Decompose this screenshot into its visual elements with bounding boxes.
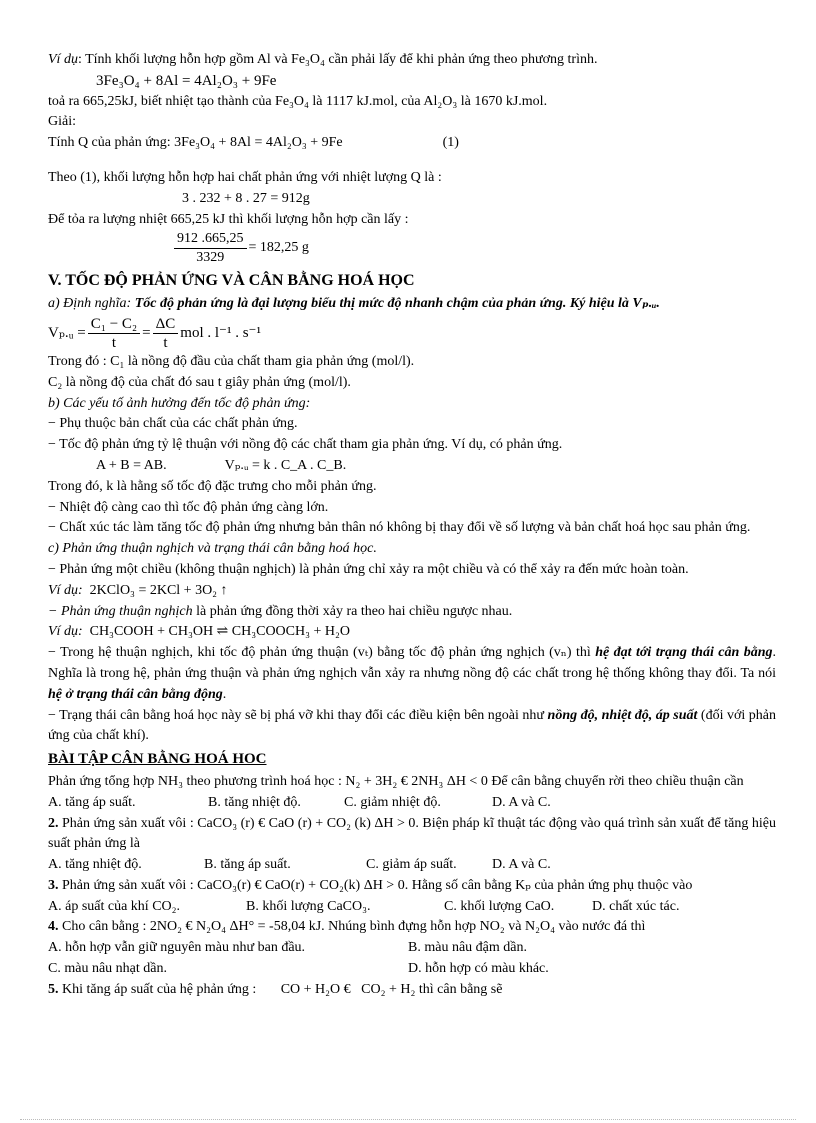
factor-3: Trong đó, k là hằng số tốc độ đặc trưng cho mỗi phản ứng. bbox=[48, 478, 377, 494]
question-2: 2. Phản ứng sản xuất vôi : CaCO₃ (r) € CaO (r) + CO₂ (k) ΔH > 0. Biện pháp kĩ thuật tác động vào quá trình sản xuất để tăng hiệu suất phản ứng là bbox=[48, 815, 776, 852]
definition: a) Định nghĩa: Tốc độ phản ứng là đại lượng biểu thị mức độ nhanh chậm của phản ứng. Ký hiệu là Vₚ.ᵤ. bbox=[48, 296, 660, 312]
reversible-example: Ví dụ: CH₃COOH + CH₃OH ⇌ CH₃COOCH₃ + H₂O bbox=[48, 624, 350, 640]
factors-title: b) Các yếu tố ảnh hưởng đến tốc độ phản ứng: bbox=[48, 395, 311, 411]
option: A. tăng áp suất. bbox=[48, 794, 136, 810]
factor-2: − Tốc độ phản ứng tỷ lệ thuận với nồng độ các chất tham gia phản ứng. Ví dụ, có phản ứng. bbox=[48, 437, 563, 453]
question-5: 5. Khi tăng áp suất của hệ phản ứng : CO + H₂O € CO₂ + H₂ thì cân bằng sẽ bbox=[48, 981, 503, 997]
question-3-options bbox=[48, 897, 776, 918]
option: A. áp suất của khí CO₂. bbox=[48, 898, 181, 914]
eq-number: (1) bbox=[442, 135, 459, 151]
where-c2: C₂ là nồng độ của chất đó sau t giây phản ứng (mol/l). bbox=[48, 374, 351, 390]
factor-5: − Chất xúc tác làm tăng tốc độ phản ứng nhưng bản thân nó không bị thay đổi về số lượng và bản chất hoá học sau phản ứng. bbox=[48, 520, 751, 536]
example-intro: Ví dụ: Tính khối lượng hỗn hợp gồm Al và Fe₃O₄ cần phải lấy để khi phản ứng theo phương trình. bbox=[48, 52, 598, 67]
question-2-options bbox=[48, 855, 776, 876]
document-page bbox=[48, 50, 776, 1001]
oneway-example: Ví dụ: 2KClO₃ = 2KCl + 3O₂ ↑ bbox=[48, 582, 228, 598]
question-4: 4. Cho cân bằng : 2NO₂ € N₂O₄ ΔH° = -58,04 kJ. Nhúng bình đựng hỗn hợp NO₂ và N₂O₄ vào nước đá thì bbox=[48, 919, 646, 935]
heat-text: toả ra 665,25kJ, biết nhiệt tạo thành của Fe₃O₄ là 1117 kJ.mol, của Al₂O₃ là 1670 kJ.mol. bbox=[48, 93, 548, 109]
reversible-title: c) Phản ứng thuận nghịch và trạng thái cân bằng hoá học. bbox=[48, 541, 377, 557]
example-label: Ví dụ bbox=[48, 52, 78, 67]
factor-1: − Phụ thuộc bản chất của các chất phản ứng. bbox=[48, 416, 298, 432]
option: D. A và C. bbox=[492, 794, 551, 810]
option: C. giảm nhiệt độ. bbox=[344, 794, 441, 810]
section-title: V. TỐC ĐỘ PHẢN ỨNG VÀ CÂN BẰNG HOÁ HỌC bbox=[48, 272, 415, 290]
where-c1: Trong đó : C₁ là nồng độ đầu của chất tham gia phản ứng (mol/l). bbox=[48, 353, 415, 369]
need-text: Để tỏa ra lượng nhiệt 665,25 kJ thì khối lượng hỗn hợp cần lấy : bbox=[48, 211, 409, 227]
question-4-options-row2 bbox=[48, 959, 776, 980]
option: A. hỗn hợp vẫn giữ nguyên màu như ban đầu. bbox=[48, 940, 306, 956]
question-1-options bbox=[48, 793, 776, 814]
oneway-text: − Phản ứng một chiều (không thuận nghịch) là phản ứng chỉ xảy ra một chiều và có thể xảy ra đến mức hoàn toàn. bbox=[48, 561, 689, 577]
reversible-def: − Phản ứng thuận nghịch là phản ứng đồng thời xảy ra theo hai chiều ngược nhau. bbox=[48, 603, 513, 619]
option: D. chất xúc tác. bbox=[592, 898, 680, 914]
mass-text: Theo (1), khối lượng hỗn hợp hai chất phản ứng với nhiệt lượng Q là : bbox=[48, 169, 442, 185]
rate-formula: Vₚ.ᵤ = $\frac{\text{C₁ − C₂}}{t}$ = $\frac{\Delta C}{t}$ mol . l⁻¹ . s⁻¹ bbox=[48, 315, 261, 351]
equilibrium-break: − Trạng thái cân bằng hoá học này sẽ bị phá vỡ khi thay đổi các điều kiện bên ngoài như nồng độ, nhiệt độ, áp suất (đối với phản ứng của chất khí). bbox=[48, 707, 777, 744]
option: C. màu nâu nhạt dần. bbox=[48, 961, 167, 977]
option: C. khối lượng CaO. bbox=[444, 898, 555, 914]
mass-fraction: $\frac{912 .665,25}{3329}$ = 182,25 g bbox=[48, 230, 776, 267]
factor-2-eq: A + B = AB. Vₚ.ᵤ = k . C_A . C_B. bbox=[96, 457, 347, 473]
page-footer-rule bbox=[20, 1119, 796, 1120]
question-3: 3. Phản ứng sản xuất vôi : CaCO₃(r) € CaO(r) + CO₂(k) ΔH > 0. Hằng số cân bằng Kₚ của phản ứng phụ thuộc vào bbox=[48, 877, 693, 893]
option: D. hỗn hợp có màu khác. bbox=[408, 961, 549, 977]
option: B. khối lượng CaCO₃. bbox=[246, 898, 371, 914]
option: B. tăng nhiệt độ. bbox=[208, 794, 301, 810]
option: A. tăng nhiệt độ. bbox=[48, 857, 142, 873]
mass-calc: 3 . 232 + 8 . 27 = 912g bbox=[182, 190, 310, 206]
option: B. tăng áp suất. bbox=[204, 857, 291, 873]
option: C. giảm áp suất. bbox=[366, 857, 457, 873]
example-equation: 3Fe₃O₄ + 8Al = 4Al₂O₃ + 9Fe bbox=[96, 72, 277, 89]
exercises-title: BÀI TẬP CÂN BẰNG HOÁ HOC bbox=[48, 751, 267, 768]
solve-label: Giải: bbox=[48, 114, 76, 130]
option: B. màu nâu đậm dần. bbox=[408, 940, 527, 956]
option: D. A và C. bbox=[492, 857, 551, 873]
question-1: Phản ứng tổng hợp NH₃ theo phương trình hoá học : N₂ + 3H₂ € 2NH₃ ΔH < 0 Để cân bằng chuyển rời theo chiều thuận cần bbox=[48, 773, 744, 789]
factor-4: − Nhiệt độ càng cao thì tốc độ phản ứng càng lớn. bbox=[48, 499, 329, 515]
equilibrium-text: − Trong hệ thuận nghịch, khi tốc độ phản ứng thuận (vₜ) bằng tốc độ phản ứng nghịch (vₙ) thì hệ đạt tới trạng thái cân bằng. Nghĩa là trong hệ, phản ứng thuận và phản ứng nghịch vẫn xảy ra nhưng nồng độ các chất trong hệ thống không thay đổi. Ta nói hệ ở trạng thái cân bằng động. bbox=[48, 645, 776, 702]
question-4-options-row1 bbox=[48, 938, 776, 959]
q-calc-line: Tính Q của phản ứng: 3Fe₃O₄ + 8Al = 4Al₂O₃ + 9Fe (1) bbox=[48, 133, 776, 154]
